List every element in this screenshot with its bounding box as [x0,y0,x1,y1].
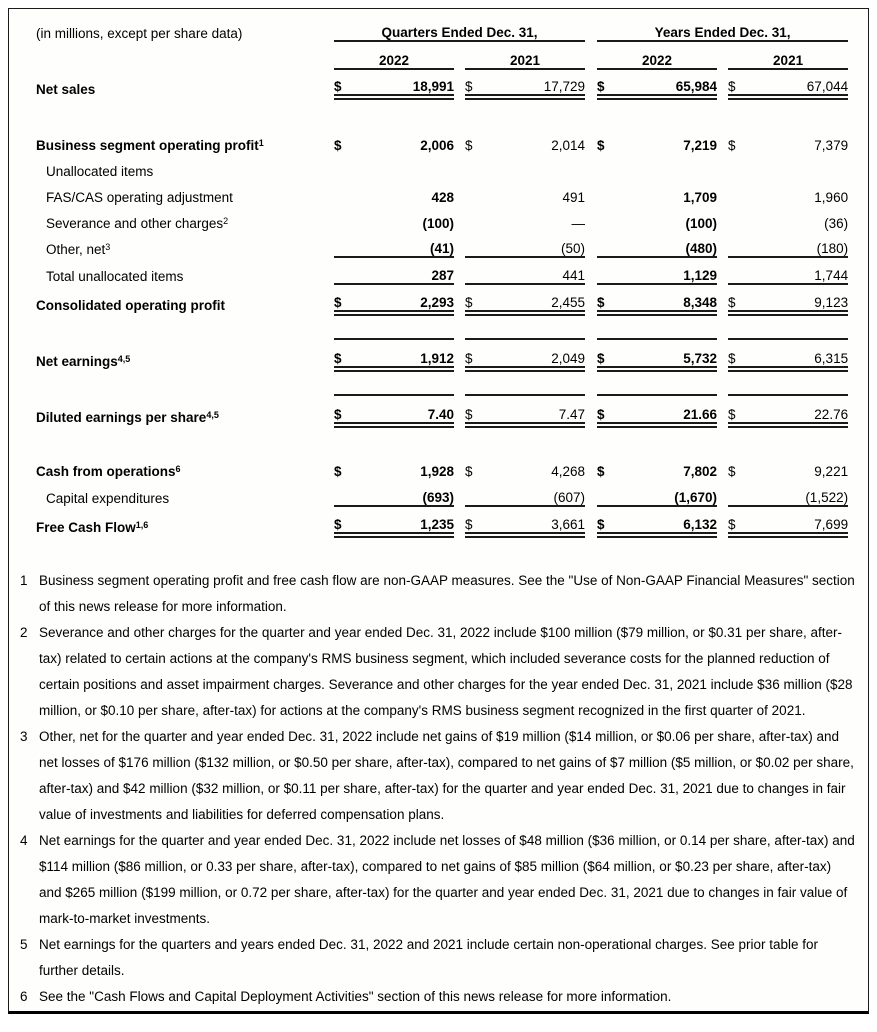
row-label [36,69,334,97]
dollar-sign-cell [728,257,754,284]
column-gap [717,231,728,257]
cell-value: 7,699 [754,506,848,535]
dollar-sign-cell [465,153,491,179]
column-gap [717,257,728,284]
row-label [36,453,334,479]
column-gap [717,453,728,479]
row-label-text: FAS/CAS operating adjustment [46,190,233,205]
cell-value: 18,991 [360,69,454,97]
cell-value: 1,960 [814,190,849,205]
footnote [20,932,856,984]
dollar-sign-cell: $ [597,464,605,479]
cell-value: 1,235 [360,506,454,535]
column-gap [585,453,597,479]
dollar-sign-cell: $ [465,395,491,425]
column-gap [717,41,728,69]
cell-value: (41) [360,231,454,257]
cell-value: 9,221 [814,464,849,479]
row-label [36,153,334,179]
row-label-text: Total unallocated items [46,269,184,284]
cell-value: 65,984 [623,69,717,97]
dollar-sign-cell [597,479,623,506]
row-label-text: Cash from operations [36,464,176,479]
column-gap [585,284,597,313]
table-row [36,127,848,153]
cell-value: (1,670) [623,479,717,506]
table-row [36,205,848,231]
column-gap [585,127,597,153]
cell-value: 5,732 [623,339,717,369]
row-label [36,479,334,506]
cell-value: (50) [491,231,585,257]
financial-table-body [36,69,848,535]
footnote [20,724,856,828]
footnote-text: Net earnings for the quarters and years ended Dec. 31, 2022 and 2021 include certain non-operational charges. See prior table for further details. [39,937,818,978]
row-label [36,127,334,153]
footnote-text: See the "Cash Flows and Capital Deployment Activities" section of this news release for more information. [39,989,672,1004]
dollar-sign-cell: $ [728,69,754,97]
dollar-sign-cell: $ [728,284,754,313]
footnote-number: 3 [20,729,28,744]
cell-value: (480) [623,231,717,257]
year-header: 2021 [728,41,848,69]
footnote-text: Business segment operating profit and free cash flow are non-GAAP measures. See the "Use of Non-GAAP Financial Measures" section of this news release for more information. [39,573,855,614]
row-label [36,284,334,313]
dollar-sign-cell: $ [334,284,360,313]
row-label-text: Consolidated operating profit [36,298,225,313]
units-label: (in millions, except per share data) [36,26,243,41]
row-label [36,179,334,205]
dollar-sign-cell: $ [597,284,623,313]
group-header-row [36,15,848,41]
column-gap [717,284,728,313]
dollar-sign-cell: $ [334,464,342,479]
row-label-text: Net sales [36,82,96,97]
column-gap [454,395,465,425]
column-gap [454,506,465,535]
table-row [36,506,848,535]
cell-value: 7,379 [814,138,849,153]
footnote [20,620,856,724]
column-gap [585,153,597,179]
dollar-sign-cell: $ [465,284,491,313]
group-header-quarters: Quarters Ended Dec. 31, [334,15,585,41]
spacer-row [36,313,848,339]
dollar-sign-cell [334,153,360,179]
cell-value: 287 [360,257,454,284]
cell-value [360,153,454,179]
dollar-sign-cell: $ [597,138,605,153]
dollar-sign-cell [728,479,754,506]
cell-value: 2,014 [551,138,586,153]
row-label [36,506,334,535]
table-row [36,179,848,205]
cell-value [491,153,585,179]
spacer-cell [36,313,848,339]
row-label [36,395,334,425]
financial-summary-page [8,8,869,1014]
year-header: 2022 [334,41,454,69]
dollar-sign-cell [334,231,360,257]
dollar-sign-cell: $ [334,69,360,97]
cell-value: 6,315 [754,339,848,369]
dollar-sign-cell [597,231,623,257]
column-gap [454,231,465,257]
column-gap [585,257,597,284]
row-label-text: Capital expenditures [46,491,170,506]
financial-table [36,15,848,538]
cell-value: 2,293 [360,284,454,313]
cell-value: 22.76 [754,395,848,425]
cell-value: (36) [824,216,849,231]
dollar-sign-cell: $ [465,69,491,97]
dollar-sign-cell: $ [728,506,754,535]
dollar-sign-cell [334,179,360,205]
footnote-number: 2 [20,625,28,640]
table-row [36,257,848,284]
row-label-text: Free Cash Flow [36,520,136,535]
row-label-text: Other, net [46,242,106,257]
row-label-text: Severance and other charges [46,216,224,231]
dollar-sign-cell: $ [728,138,736,153]
footnote-number: 5 [20,937,28,952]
cell-value: 9,123 [754,284,848,313]
dollar-sign-cell [334,205,360,231]
column-gap [717,506,728,535]
cell-value: 67,044 [754,69,848,97]
column-gap [717,479,728,506]
table-row [36,231,848,257]
footnote-reference: 3 [105,241,111,252]
spacer-cell [36,425,848,453]
label-spacer [36,41,334,69]
dollar-sign-cell [465,257,491,284]
dollar-sign-cell: $ [334,339,360,369]
dollar-sign-cell [597,179,623,205]
cell-value: 1,912 [360,339,454,369]
row-label [36,205,334,231]
dollar-sign-cell: $ [728,464,736,479]
cell-value: 21.66 [623,395,717,425]
column-gap [585,395,597,425]
table-row [36,395,848,425]
dollar-sign-cell: $ [597,69,623,97]
column-gap [717,395,728,425]
dollar-sign-cell [728,153,754,179]
dollar-sign-cell [597,153,623,179]
table-row [36,479,848,506]
table-row [36,153,848,179]
spacer-row [36,369,848,395]
dollar-sign-cell [465,479,491,506]
column-gap [454,339,465,369]
cell-value: 2,006 [420,138,454,153]
cell-value: 1,744 [754,257,848,284]
year-header: 2022 [597,41,717,69]
cell-value: (100) [685,216,718,231]
column-gap [717,339,728,369]
dollar-sign-cell: $ [597,506,623,535]
cell-value: 1,129 [623,257,717,284]
column-gap [585,205,597,231]
spacer-row [36,425,848,453]
cell-value: 3,661 [491,506,585,535]
cell-value: 8,348 [623,284,717,313]
dollar-sign-cell: $ [465,339,491,369]
cell-value: 491 [562,190,586,205]
cell-value: — [571,216,586,231]
dollar-sign-cell [465,205,491,231]
cell-value [623,153,717,179]
column-gap [717,179,728,205]
column-gap [454,41,465,69]
dollar-sign-cell [728,231,754,257]
row-label [36,257,334,284]
table-row [36,284,848,313]
column-gap [585,339,597,369]
dollar-sign-cell [597,257,623,284]
column-gap [454,284,465,313]
footnote-text: Severance and other charges for the quarter and year ended Dec. 31, 2022 include $100 million ($79 million, or $0.31 per share, after-tax) related to certain actions at the company's RMS business segment, which included severance costs for the planned reduction of certain positions and asset impairment charges. Severance and other charges for the year ended Dec. 31, 2021 include $36 million ($28 million, or $0.10 per share, after-tax) for actions at the company's RMS business segment recognized in the first quarter of 2021. [39,625,853,718]
dollar-sign-cell: $ [465,138,473,153]
column-gap [585,69,597,97]
column-gap [717,127,728,153]
cell-value: (1,522) [754,479,848,506]
column-gap [585,231,597,257]
row-label [36,231,334,257]
spacer-cell [36,97,848,127]
year-header: 2021 [465,41,585,69]
cell-value: 7,219 [683,138,718,153]
dollar-sign-cell [465,179,491,205]
cell-value: 7.40 [360,395,454,425]
cell-value: 428 [431,190,454,205]
column-gap [454,479,465,506]
footnote-number: 4 [20,833,28,848]
footnote-reference: 4,5 [117,353,131,364]
group-header-years: Years Ended Dec. 31, [597,15,848,41]
footnote [20,984,856,1010]
row-label-text: Diluted earnings per share [36,410,207,425]
dollar-sign-cell: $ [597,395,623,425]
column-gap [454,453,465,479]
footnote-number: 6 [20,989,28,1004]
footnote-reference: 1,6 [135,519,149,530]
dollar-sign-cell: $ [334,138,342,153]
cell-value: (180) [754,231,848,257]
column-gap [454,179,465,205]
footnote-reference: 2 [223,215,229,226]
dollar-sign-cell [334,479,360,506]
cell-value: 17,729 [491,69,585,97]
dollar-sign-cell [728,205,754,231]
dollar-sign-cell: $ [728,339,754,369]
dollar-sign-cell: $ [728,395,754,425]
cell-value: 6,132 [623,506,717,535]
cell-value: 2,455 [491,284,585,313]
cell-value: 4,268 [551,464,586,479]
cell-value: 1,709 [683,190,718,205]
row-label-text: Unallocated items [46,164,154,179]
row-label [36,339,334,369]
footnote-number: 1 [20,573,28,588]
dollar-sign-cell: $ [465,464,473,479]
cell-value: 7,802 [683,464,718,479]
cell-value: 7.47 [491,395,585,425]
row-label-text: Net earnings [36,354,118,369]
column-gap [585,15,597,41]
cell-value: (693) [360,479,454,506]
spacer-row [36,97,848,127]
footnote-reference: 1 [258,137,264,148]
footnote-reference: 4,5 [206,409,219,420]
dollar-sign-cell: $ [465,506,491,535]
dollar-sign-cell: $ [597,339,623,369]
dollar-sign-cell: $ [334,395,360,425]
table-row [36,339,848,369]
footnote-text: Net earnings for the quarter and year ended Dec. 31, 2022 include net losses of $48 million ($36 million, or 0.14 per share, after-tax) and $114 million ($86 million, or 0.33 per share, after-tax), compared to net gains of $85 million ($64 million, or $0.23 per share, after-tax) and $265 million ($199 million, or 0.72 per share, after-tax) for the quarter and year ended Dec. 31, 2021 due to changes in fair value of mark-to-market investments. [39,833,855,926]
year-header-row [36,41,848,69]
cell-value: 441 [491,257,585,284]
dollar-sign-cell [728,179,754,205]
column-gap [585,479,597,506]
dollar-sign-cell [465,231,491,257]
spacer-cell [36,369,848,395]
column-gap [717,153,728,179]
cell-value: (100) [422,216,454,231]
cell-value: (607) [491,479,585,506]
footnotes-section [20,568,858,1010]
row-label-text: Business segment operating profit [36,138,259,153]
cell-value [754,153,848,179]
column-gap [585,506,597,535]
column-gap [454,205,465,231]
cell-value: 1,928 [420,464,454,479]
column-gap [585,41,597,69]
table-row [36,69,848,97]
column-gap [717,205,728,231]
column-gap [454,127,465,153]
footnote [20,828,856,932]
dollar-sign-cell [334,257,360,284]
column-gap [454,153,465,179]
cell-value: 2,049 [491,339,585,369]
footnote-reference: 6 [175,463,181,474]
dollar-sign-cell: $ [334,506,360,535]
footnote-text: Other, net for the quarter and year ended Dec. 31, 2022 include net gains of $19 million ($14 million, or $0.06 per share, after-tax) and net losses of $176 million ($132 million, or $0.50 per share, after-tax), compared to net gains of $7 million ($5 million, or $0.02 per share, after-tax) and $42 million ($32 million, or $0.11 per share, after-tax) for the quarter and year ended Dec. 31, 2021 due to changes in fair value of investments and liabilities for deferred compensation plans. [39,729,854,822]
footnote [20,568,856,620]
dollar-sign-cell [597,205,623,231]
column-gap [454,69,465,97]
column-gap [717,69,728,97]
column-gap [585,179,597,205]
table-row [36,453,848,479]
column-gap [454,257,465,284]
